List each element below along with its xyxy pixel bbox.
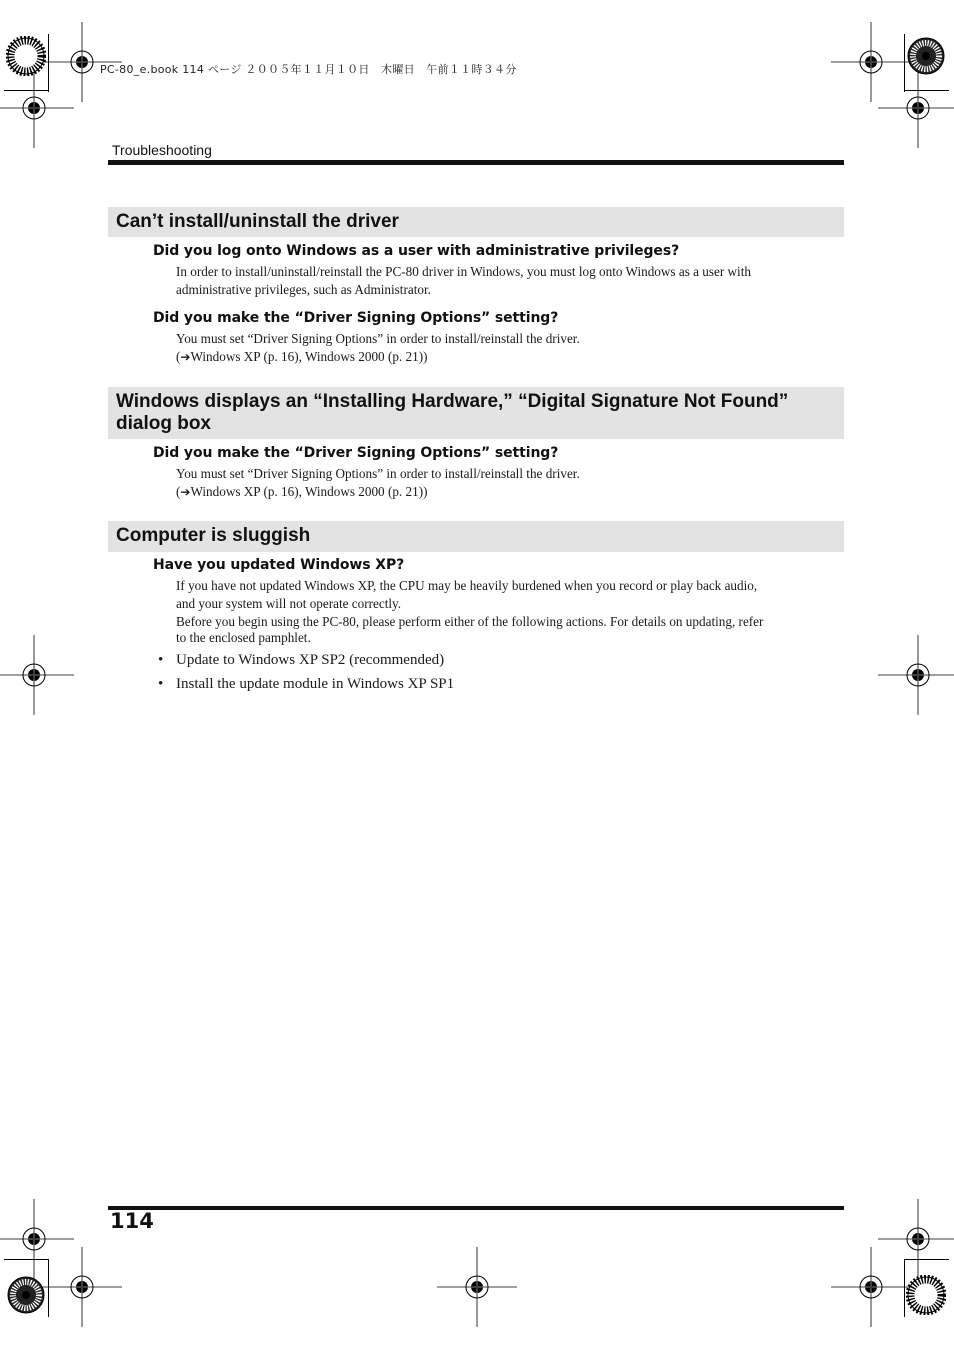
question-heading: Did you log onto Windows as a user with administrative privileges? <box>153 243 680 259</box>
question-heading: Did you make the “Driver Signing Options” setting? <box>153 310 559 326</box>
answer-text: You must set “Driver Signing Options” in order to install/reinstall the driver. (➔Windows XP (p. 16), Windows 2000 (p. 21)) <box>176 330 806 366</box>
crop-line <box>904 90 949 91</box>
crop-line <box>4 90 49 91</box>
section-heading <box>108 387 844 439</box>
question-heading: Did you make the “Driver Signing Options” setting? <box>153 445 559 461</box>
crop-line <box>904 1259 905 1317</box>
registration-mark-bottom-left <box>42 1247 122 1327</box>
registration-mark-left-middle <box>0 635 74 715</box>
answer-text: If you have not updated Windows XP, the CPU may be heavily burdened when you record or play back audio, and your system will not operate correctly. Before you begin using the PC-80, please perform either of the following actions. For details on updating, refer to the enclosed pamphlet. <box>176 578 764 645</box>
print-wheel-top-left <box>6 36 46 76</box>
arrow-right-icon: ➔ <box>180 485 191 499</box>
section-heading <box>108 207 844 237</box>
crop-line <box>48 34 49 92</box>
section-title: Computer is sluggish <box>116 525 311 546</box>
section-heading <box>108 521 844 552</box>
section-title: Windows displays an “Installing Hardware,” “Digital Signature Not Found” dialog box <box>116 391 789 434</box>
registration-mark-bottom-center <box>437 1247 517 1327</box>
bullet-list <box>158 648 454 696</box>
footer-rule <box>108 1206 844 1210</box>
page-reference: (➔Windows XP (p. 16), Windows 2000 (p. 21)) <box>176 349 428 364</box>
print-wheel-bottom-right <box>906 1275 946 1315</box>
crop-line <box>48 1259 49 1317</box>
book-file-header: PC-80_e.book 114 ページ ２００５年１１月１０日 木曜日 午前１１時３４分 <box>100 63 517 76</box>
question-heading: Have you updated Windows XP? <box>153 557 405 573</box>
section-title: Can’t install/uninstall the driver <box>116 211 399 232</box>
crop-line <box>904 1259 949 1260</box>
registration-mark-bottom-right <box>831 1247 911 1327</box>
page-number: 114 <box>110 1209 154 1233</box>
list-item: • Install the update module in Windows XP SP1 <box>158 676 455 692</box>
registration-mark-right-middle <box>878 635 954 715</box>
arrow-right-icon: ➔ <box>180 350 191 364</box>
crop-line <box>4 1259 49 1260</box>
answer-text: In order to install/uninstall/reinstall the PC-80 driver in Windows, you must log onto Windows as a user with administrative privileges, such as Administrator. <box>176 264 751 297</box>
print-wheel-bottom-left <box>6 1275 46 1315</box>
page-reference: (➔Windows XP (p. 16), Windows 2000 (p. 21)) <box>176 484 428 499</box>
answer-text: You must set “Driver Signing Options” in order to install/reinstall the driver. (➔Windows XP (p. 16), Windows 2000 (p. 21)) <box>176 465 806 501</box>
print-wheel-top-right <box>906 36 946 76</box>
header-rule <box>108 160 844 165</box>
crop-line <box>904 34 905 92</box>
registration-mark-left-upper <box>0 68 74 148</box>
list-item: • Update to Windows XP SP2 (recommended) <box>158 652 445 668</box>
running-head: Troubleshooting <box>112 142 212 158</box>
registration-mark-right-upper <box>878 68 954 148</box>
